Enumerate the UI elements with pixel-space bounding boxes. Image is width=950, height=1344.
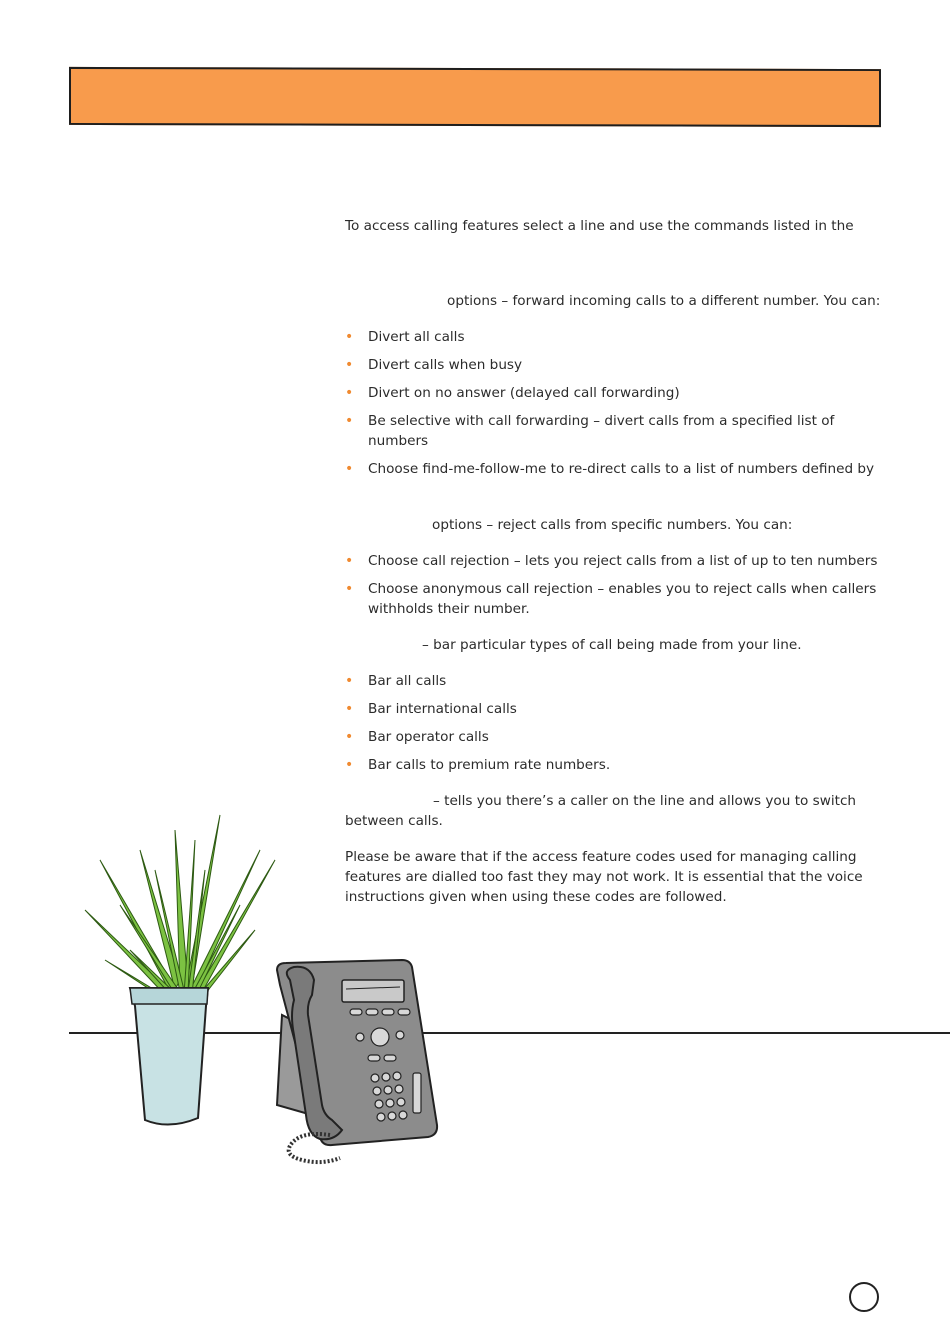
waiting-lead-continued: between calls. — [345, 813, 443, 829]
list-item: • Divert on no answer (delayed call forwarding) — [345, 383, 885, 403]
header-banner — [69, 67, 881, 127]
list-item: • Choose anonymous call rejection – enables you to reject calls when callers withholds their number. — [345, 579, 885, 619]
list-item: • Choose call rejection – lets you reject calls from a list of up to ten numbers — [345, 551, 885, 571]
barring-list — [345, 671, 885, 775]
list-item: • Bar all calls — [345, 671, 885, 691]
divert-lead: options – forward incoming calls to a different number. You can: — [447, 293, 881, 309]
list-item: • Divert calls when busy — [345, 355, 885, 375]
main-content — [345, 216, 885, 907]
potted-plant-illustration — [80, 810, 280, 1130]
phone-display — [342, 980, 404, 1002]
intro-paragraph: To access calling features select a line and use the commands listed in the — [345, 218, 854, 234]
page-number-badge — [849, 1282, 879, 1312]
vase-rim — [130, 988, 208, 1004]
desk-phone-illustration — [272, 955, 447, 1170]
waiting-lead: – tells you there’s a caller on the line and allows you to switch — [433, 793, 857, 809]
list-item: • Bar international calls — [345, 699, 885, 719]
list-item: • Choose find-me-follow-me to re-direct calls to a list of numbers defined by — [345, 459, 885, 479]
list-item: • Bar calls to premium rate numbers. — [345, 755, 885, 775]
list-item: • Bar operator calls — [345, 727, 885, 747]
list-item: • Divert all calls — [345, 327, 885, 347]
reject-list — [345, 551, 885, 619]
divert-list — [345, 327, 885, 479]
list-item: • Be selective with call forwarding – divert calls from a specified list of numbers — [345, 411, 885, 451]
notice-paragraph: Please be aware that if the access feature codes used for managing calling features are dialled too fast they may not work. It is essential that the voice instructions given when using these codes are followed. — [345, 849, 863, 905]
barring-lead: – bar particular types of call being made from your line. — [422, 637, 802, 653]
reject-lead: options – reject calls from specific numbers. You can: — [432, 517, 793, 533]
plant-vase — [130, 988, 208, 1125]
